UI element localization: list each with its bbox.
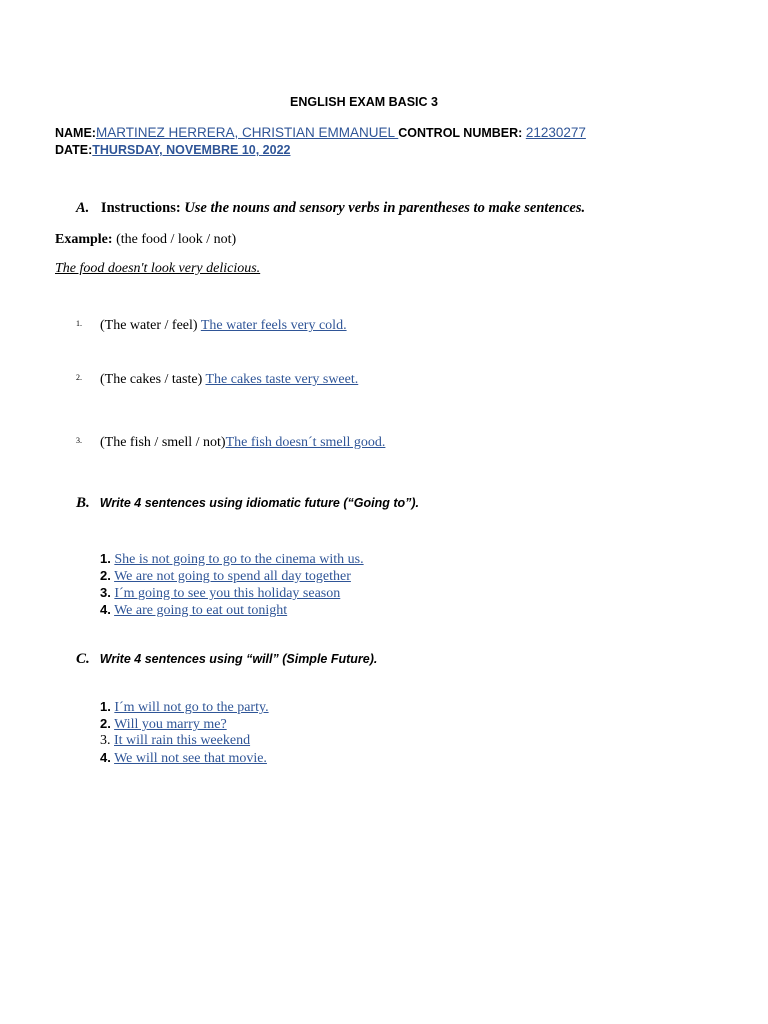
date-label: DATE: [55, 143, 93, 157]
list-answer: She is not going to go to the cinema with us. [114, 552, 364, 567]
list-number: 1. [100, 699, 111, 714]
item-number: 3. [76, 436, 82, 445]
section-b-letter: B. [76, 495, 90, 511]
list-item [100, 699, 269, 716]
control-number-label: CONTROL NUMBER: [398, 126, 523, 140]
list-answer: We are not going to spend all day together [114, 569, 351, 584]
item-prompt: (The water / feel) [100, 318, 198, 333]
section-b-text: Write 4 sentences using idiomatic future (“Going to”). [99, 496, 420, 510]
list-number: 2. [100, 568, 111, 583]
list-answer: I´m will not go to the party. [114, 700, 269, 715]
name-row [55, 125, 586, 140]
list-answer: We are going to eat out tonight [114, 603, 288, 618]
list-item [100, 716, 227, 733]
example-row [55, 232, 236, 248]
list-answer: It will rain this weekend [114, 733, 251, 748]
list-number: 2. [100, 716, 111, 731]
item-prompt: (The cakes / taste) [100, 372, 203, 387]
list-item [100, 602, 287, 619]
list-item [100, 568, 351, 585]
list-item [100, 733, 250, 749]
example-prompt: (the food / look / not) [116, 232, 237, 247]
item-number: 1. [76, 319, 82, 328]
section-a-instructions [76, 200, 585, 217]
list-item [100, 551, 364, 568]
example-label: Example: [55, 232, 113, 247]
section-c-text: Write 4 sentences using “will” (Simple Future). [99, 652, 378, 666]
name-label: NAME: [55, 126, 96, 140]
page-title: ENGLISH EXAM BASIC 3 [290, 95, 438, 109]
list-answer: We will not see that movie. [114, 751, 267, 766]
item-number: 2. [76, 373, 82, 382]
date-row [55, 143, 290, 157]
instructions-label: Instructions: [100, 200, 181, 216]
list-answer: Will you marry me? [114, 717, 227, 732]
item-prompt: (The fish / smell / not) [100, 435, 226, 450]
list-item [100, 585, 340, 602]
list-item [100, 750, 267, 767]
list-number: 3. [100, 733, 111, 748]
control-number-value: 21230277 [525, 125, 586, 140]
item-answer: The fish doesn´t smell good. [225, 435, 386, 450]
section-b-heading [76, 494, 419, 512]
list-number: 4. [100, 750, 111, 765]
list-answer: I´m going to see you this holiday season [114, 586, 341, 601]
list-number: 3. [100, 585, 111, 600]
name-value: MARTINEZ HERRERA, CHRISTIAN EMMANUEL [95, 125, 399, 140]
list-number: 4. [100, 602, 111, 617]
section-a-letter: A. [76, 200, 90, 216]
item-answer: The water feels very cold. [200, 318, 347, 333]
section-c-heading [76, 650, 377, 668]
instructions-text: Use the nouns and sensory verbs in parentheses to make sentences. [184, 200, 586, 216]
example-answer: The food doesn't look very delicious. [55, 261, 261, 276]
list-number: 1. [100, 551, 111, 566]
item-answer: The cakes taste very sweet. [205, 372, 359, 387]
section-c-letter: C. [76, 651, 90, 667]
date-value: THURSDAY, NOVEMBRE 10, 2022 [92, 143, 291, 157]
